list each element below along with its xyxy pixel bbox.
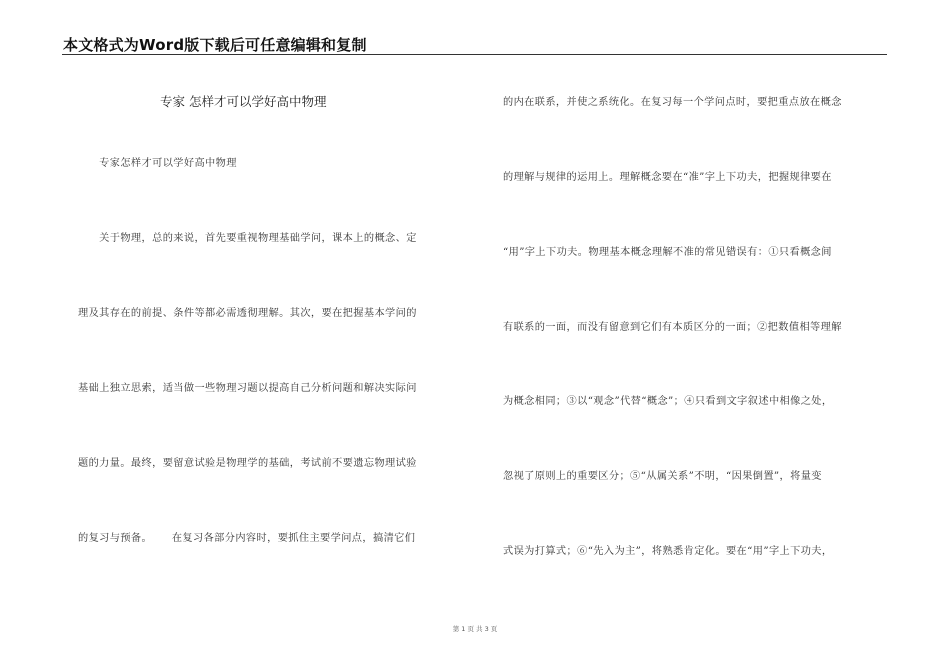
- text-line: 有联系的一面，而没有留意到它们有本质区分的一面；②把数值相等理解: [503, 322, 842, 333]
- text-line: 的内在联系，并使之系统化。在复习每一个学问点时，要把重点放在概念: [503, 97, 842, 108]
- text-line: 的复习与预备。 在复习各部分内容时，要抓住主要学问点，搞清它们: [78, 533, 416, 544]
- text-line: 忽视了原则上的重要区分；⑤“从属关系”不明，“因果倒置”，将量变: [503, 471, 822, 482]
- header-rule: [62, 54, 887, 55]
- text-line: 关于物理，总的来说，首先要重视物理基础学问，课本上的概念、定: [78, 233, 417, 244]
- text-line: 题的力量。最终，要留意试验是物理学的基础，考试前不要遗忘物理试验: [78, 458, 417, 469]
- document-title: 专家 怎样才可以学好高中物理: [160, 94, 327, 109]
- text-line: 式误为打算式；⑥“先入为主”，将熟悉肯定化。要在“用”字上下功夫，: [503, 546, 833, 557]
- page-number: 第 1 页 共 3 页: [452, 625, 498, 633]
- text-line: 的理解与规律的运用上。理解概念要在“准”字上下功夫，把握规律要在: [503, 172, 832, 183]
- header-title: 本文格式为Word版下载后可任意编辑和复制: [63, 36, 367, 54]
- text-line: 基础上独立思索，适当做一些物理习题以提高自己分析问题和解决实际问: [78, 383, 417, 394]
- text-line: “用”字上下功夫。物理基本概念理解不准的常见错误有：①只看概念间: [503, 247, 832, 258]
- text-line: 为概念相同；③以“观念”代替“概念”；④只看到文字叙述中相像之处，: [503, 396, 833, 407]
- text-line: 专家怎样才可以学好高中物理: [78, 158, 237, 169]
- text-line: 理及其存在的前提、条件等都必需透彻理解。其次，要在把握基本学问的: [78, 308, 417, 319]
